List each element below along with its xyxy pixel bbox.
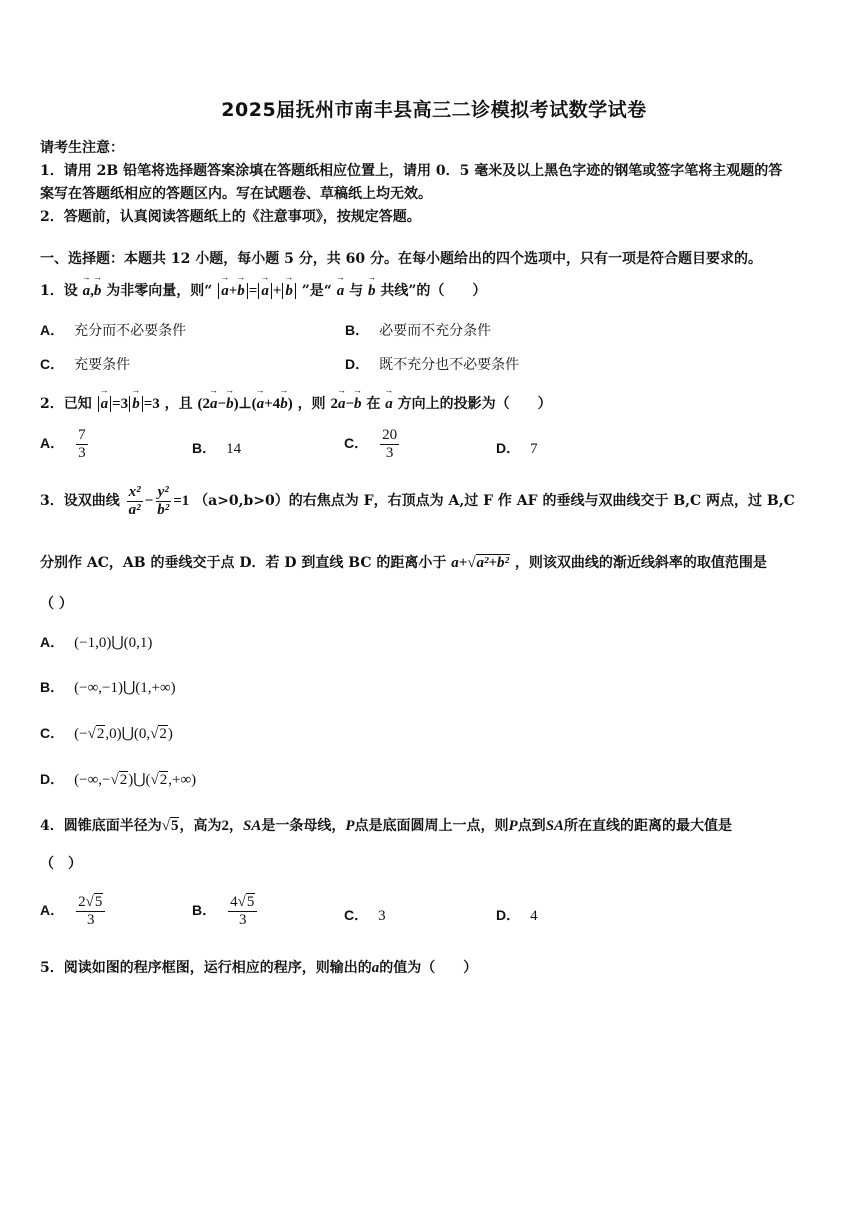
section-heading: 一、选择题：本题共 12 小题，每小题 5 分，共 60 分。在每小题给出的四个选项中，只有一项是符合题目要求的。 [40,251,762,267]
question-5-stem: 5．阅读如图的程序框图，运行相应的程序，则输出的a的值为（ ） [40,960,478,976]
q3-option-a: A． (−1,0)⋃(0,1) [40,634,153,651]
notice-item-2: 2．答题前，认真阅读答题纸上的《注意事项》，按规定答题。 [40,209,421,225]
q4-option-b: B． $\frac{4√5}{3}$ [192,894,259,928]
q4-option-c: C． 3 [344,907,386,924]
q4-option-a: A． $\frac{2√5}{3}$ [40,894,107,928]
q1-option-a: A． 充分而不必要条件 [40,322,187,339]
question-4-stem: 4．圆锥底面半径为√5，高为2，SA是一条母线，P点是底面圆周上一点，则P点到SA所在直线的距离的最大值是 [40,818,733,834]
q4-option-d: D． 4 [496,907,538,924]
q2-option-b: B． 14 [192,440,242,457]
question-4-line-2: （ ） [40,856,82,872]
exam-title: 2025届抚州市南丰县高三二诊模拟考试数学试卷 [221,99,647,121]
q1-option-d: D． 既不充分也不必要条件 [345,356,520,373]
notice-item-1b: 案写在答题纸相应的答题区内。写在试题卷、草稿纸上均无效。 [40,186,432,202]
notice-item-1a: 1．请用 2B 铅笔将选择题答案涂填在答题纸相应位置上，请用 0．5 毫米及以上黑色字迹的钢笔或签字笔将主观题的答 [40,163,783,179]
q1-option-c: C． 充要条件 [40,356,131,373]
q2-option-a: A． $\frac{7}{3}$ [40,427,86,461]
question-3-line-3: （ ） [40,596,73,612]
q3-option-d: D． (−∞,−√2)⋃(√2,+∞) [40,771,197,788]
q3-option-b: B． (−∞,−1)⋃(1,+∞) [40,679,176,696]
question-2-stem: 2．已知 → a =3→ b =3 ，且 (2→ a−→ b)⊥(→ a+4→ b) ，则 2→ a−→ b 在 → a 方向上的投影为（ ） [40,393,552,413]
q1-option-b: B． 必要而不充分条件 [345,322,492,339]
q2-option-d: D． 7 [496,440,538,457]
question-3-stem: 3．设双曲线 $\frac{\text{x²}}{\text{a²}}$ − $\frac{\text{y²}}{\text{b²}}$ =1 （a>0,b>0）的右焦点为 F，右顶点为 A,过 F 作 AF 的垂线与双曲线交于 B,C 两点，过 B,C [40,484,795,518]
q3-option-c: C． (−√2,0)⋃(0,√2) [40,725,173,742]
notice-heading: 请考生注意： [40,140,124,156]
q2-option-c: C． $\frac{20}{3}$ [344,427,398,461]
question-3-line-2: 分别作 AC，AB 的垂线交于点 D．若 D 到直线 BC 的距离小于 a+√a²+b² ，则该双曲线的渐近线斜率的取值范围是 [40,555,767,571]
question-1-stem: 1．设 → a,→ b 为非零向量，则“ → a+→ b =→ a +→ b ”是“ → a 与 → b 共线”的（ ） [40,280,486,300]
